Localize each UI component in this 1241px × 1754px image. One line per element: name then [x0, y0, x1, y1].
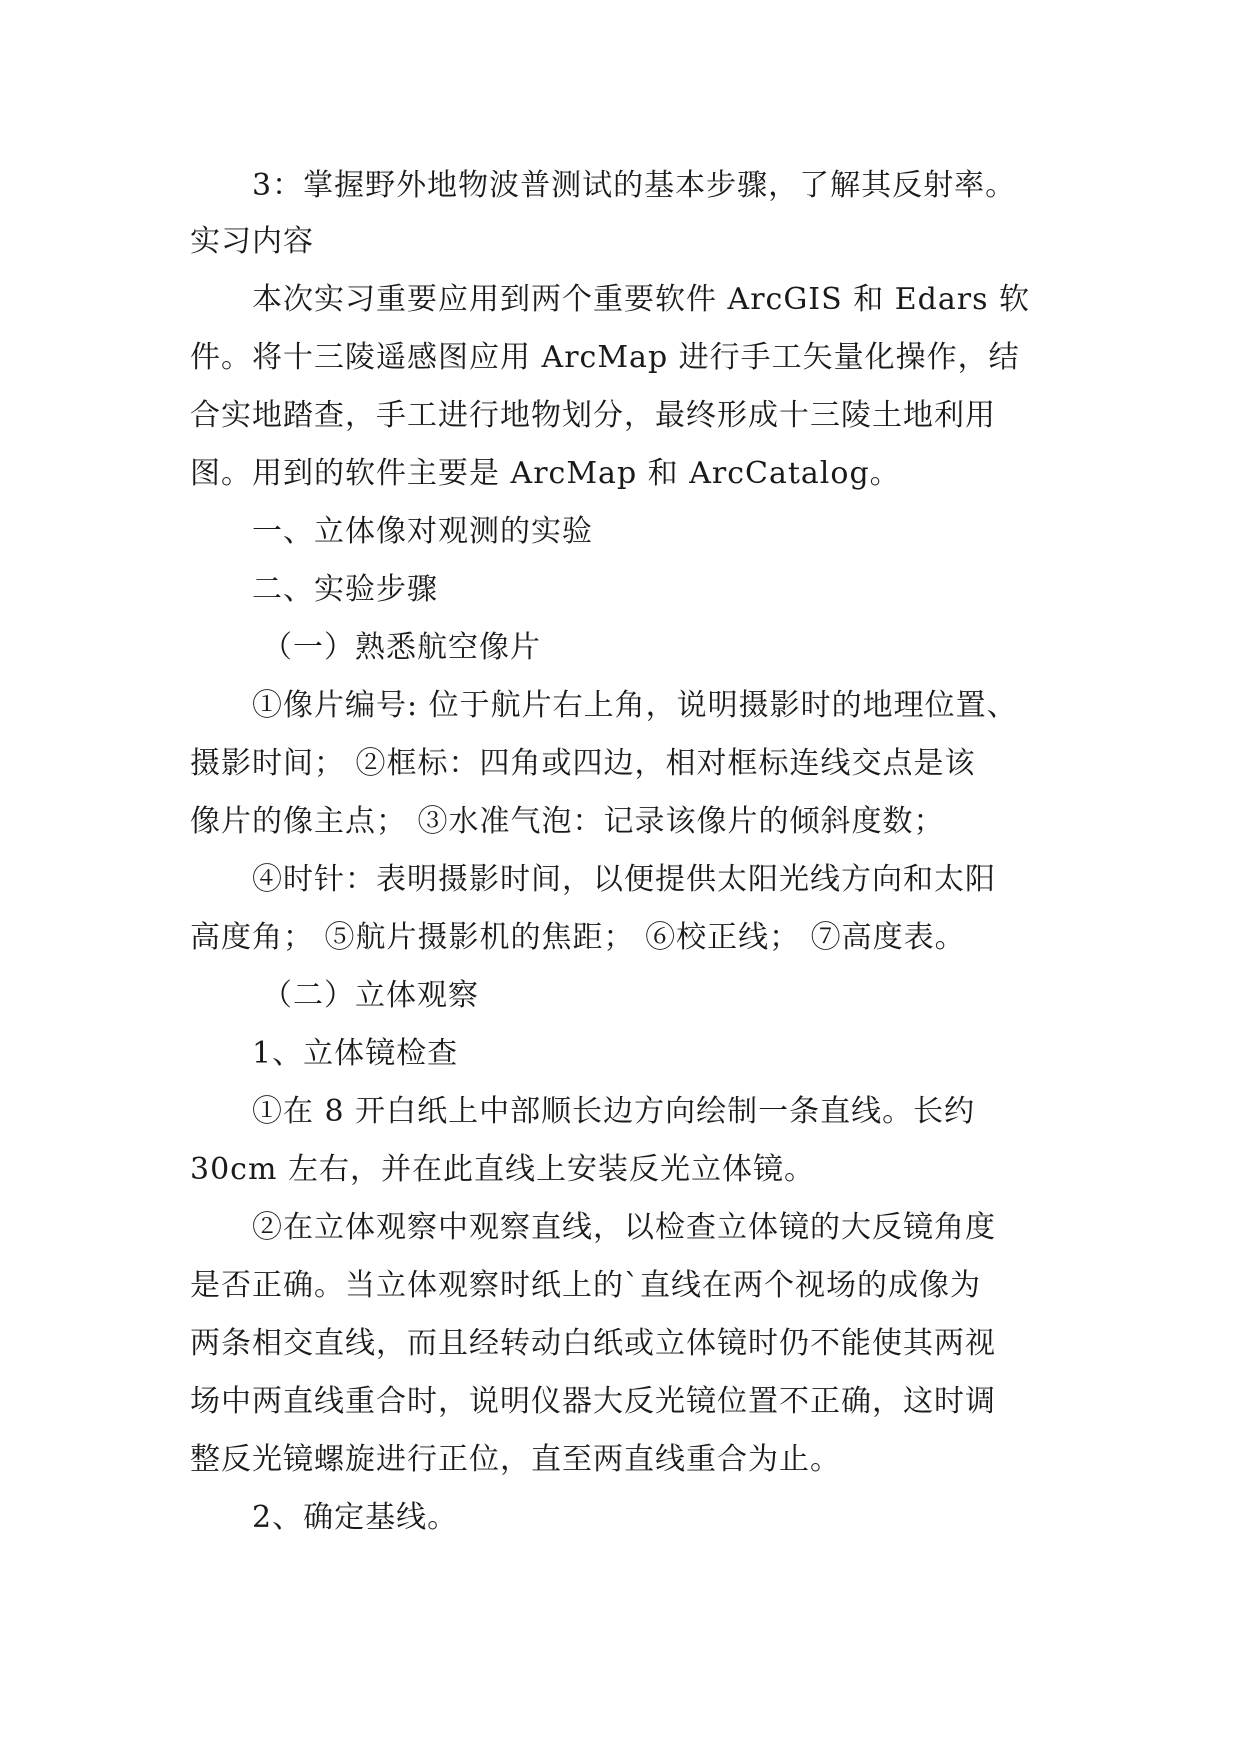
paragraph-line: 3：掌握野外地物波普测试的基本步骤，了解其反射率。 — [252, 168, 1017, 203]
paragraph-line: 场中两直线重合时，说明仪器大反光镜位置不正确，这时调 — [190, 1384, 996, 1419]
paragraph-line: 图。用到的软件主要是 ArcMap 和 ArcCatalog。 — [190, 456, 901, 491]
paragraph-line: 高度角； ⑤航片摄影机的焦距； ⑥校正线； ⑦高度表。 — [190, 920, 966, 955]
section-heading: 一、立体像对观测的实验 — [252, 514, 593, 549]
paragraph-line: 本次实习重要应用到两个重要软件 ArcGIS 和 Edars 软 — [252, 282, 1031, 317]
subsection-heading: （一）熟悉航空像片 — [262, 630, 541, 665]
paragraph-line: 是否正确。当立体观察时纸上的`直线在两个视场的成像为 — [190, 1268, 981, 1303]
subsection-heading: 2、确定基线。 — [252, 1500, 459, 1535]
paragraph-line: 像片的像主点； ③水准气泡：记录该像片的倾斜度数； — [190, 804, 945, 839]
section-heading: 实习内容 — [190, 224, 314, 259]
paragraph-line: 两条相交直线，而且经转动白纸或立体镜时仍不能使其两视 — [190, 1326, 996, 1361]
paragraph-line: 件。将十三陵遥感图应用 ArcMap 进行手工矢量化操作，结 — [190, 340, 1020, 375]
paragraph-line: 30cm 左右，并在此直线上安装反光立体镜。 — [190, 1152, 815, 1187]
subsection-heading: （二）立体观察 — [262, 978, 479, 1013]
paragraph-line: 合实地踏查，手工进行地物划分，最终形成十三陵土地利用 — [190, 398, 996, 433]
paragraph-line: 摄影时间； ②框标：四角或四边，相对框标连线交点是该 — [190, 746, 976, 781]
paragraph-line: ②在立体观察中观察直线，以检查立体镜的大反镜角度 — [252, 1210, 996, 1245]
section-heading: 二、实验步骤 — [252, 572, 438, 607]
paragraph-line: ①在 8 开白纸上中部顺长边方向绘制一条直线。长约 — [252, 1094, 976, 1129]
paragraph-line: ①像片编号: 位于航片右上角，说明摄影时的地理位置、 — [252, 688, 1018, 723]
paragraph-line: 整反光镜螺旋进行正位，直至两直线重合为止。 — [190, 1442, 841, 1477]
paragraph-line: ④时针：表明摄影时间，以便提供太阳光线方向和太阳 — [252, 862, 996, 897]
subsection-heading: 1、立体镜检查 — [252, 1036, 459, 1071]
